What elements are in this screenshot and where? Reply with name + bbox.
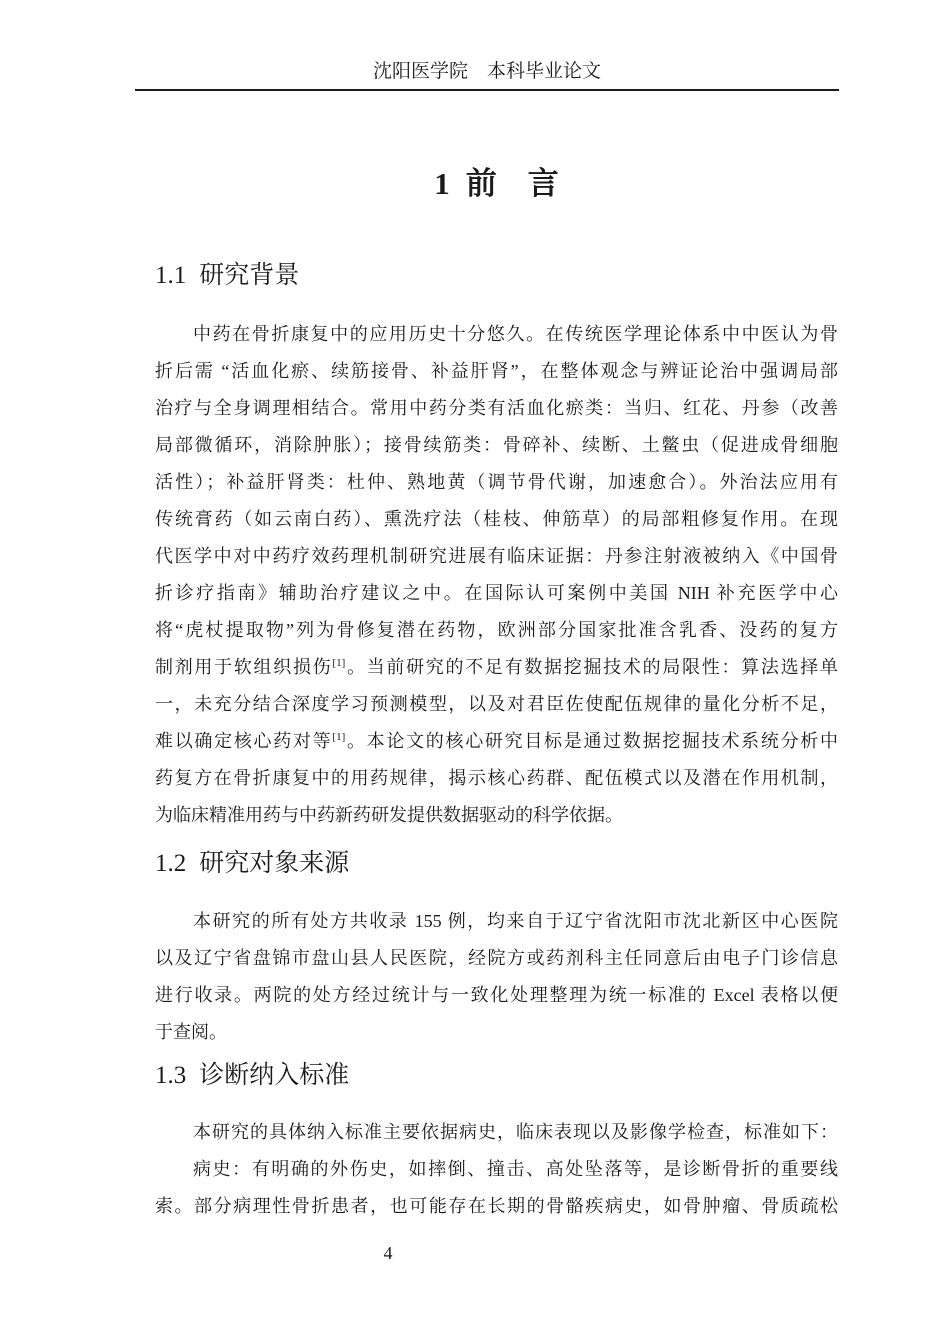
text-segment: 折后需 “活血化瘀、续筋接骨、补益肝肾”，在整体观念与辨证论治中强调局部 [155,361,838,381]
text-segment: 折诊疗指南》辅助治疗建议之中。在国际认可案例中美国 NIH 补充医学中心 [155,583,838,603]
text-line [155,686,838,723]
text-segment: 。当前研究的不足有数据挖掘技术的局限性：算法选择单 [345,657,839,677]
text-line [155,575,838,612]
section-heading-text: 诊断纳入标准 [199,1062,350,1089]
section-number: 1.3 [155,1062,187,1089]
section-heading-text: 研究对象来源 [199,850,350,877]
text-line [155,760,838,797]
text-segment: 以及辽宁省盘锦市盘山县人民医院，经院方或药剂科主任同意后由电子门诊信息 [155,948,838,968]
text-line [155,612,838,649]
text-line [155,940,838,977]
text-segment: 药复方在骨折康复中的用药规律，揭示核心药群、配伍模式以及潜在作用机制， [155,768,838,788]
section-heading-1-1 [155,258,299,294]
section-heading-1-3 [155,1058,349,1094]
chapter-title [155,164,838,204]
section-heading-text: 研究背景 [199,262,300,289]
text-line [155,427,838,464]
text-line [155,1151,838,1188]
text-line [155,649,838,686]
text-segment: 局部微循环，消除肿胀）；接骨续筋类：骨碎补、续断、土鳖虫（促进成骨细胞 [155,435,838,455]
text-segment: 中药在骨折康复中的应用历史十分悠久。在传统医学理论体系中中医认为骨 [193,324,838,344]
text-segment: 病史：有明确的外伤史，如摔倒、撞击、高处坠落等，是诊断骨折的重要线 [193,1159,838,1179]
text-segment: 于查阅。 [155,1022,227,1042]
text-segment: 。本论文的核心研究目标是通过数据挖掘技术系统分析中 [345,731,839,751]
text-line [155,353,838,390]
paragraph-inclusion-criteria-history [155,1151,838,1225]
text-segment: 难以确定核心药对等 [155,731,333,751]
text-line [155,1014,838,1051]
text-line [155,316,838,353]
text-line [155,1114,838,1151]
text-segment: 活性）；补益肝肾类：杜仲、熟地黄（调节骨代谢，加速愈合）。外治法应用有 [155,472,838,492]
paragraph-data-source [155,903,838,1051]
paragraph-inclusion-criteria-intro [155,1114,838,1151]
text-segment: 治疗与全身调理相结合。常用中药分类有活血化瘀类：当归、红花、丹参（改善 [155,398,838,418]
section-heading-1-2 [155,846,349,882]
text-segment: 一，未充分结合深度学习预测模型，以及对君臣佐使配伍规律的量化分析不足， [155,694,838,714]
page-header [135,56,839,91]
text-line [155,501,838,538]
text-line [155,903,838,940]
text-segment: 代医学中对中药疗效药理机制研究进展有临床证据：丹参注射液被纳入《中国骨 [155,546,838,566]
text-line [155,977,838,1014]
text-line [155,1188,838,1225]
paragraph-research-background [155,316,838,834]
page-number: 4 [383,1243,393,1263]
chapter-number: 1 [434,166,450,201]
section-number: 1.2 [155,850,187,877]
text-segment: 将“虎杖提取物”列为骨修复潜在药物，欧洲部分国家批准含乳香、没药的复方 [155,620,838,640]
text-segment: 进行收录。两院的处方经过统计与一致化处理整理为统一标准的 Excel 表格以便 [155,985,838,1005]
text-segment: 为临床精准用药与中药新药研发提供数据驱动的科学依据。 [155,805,623,825]
text-segment: 传统膏药（如云南白药）、熏洗疗法（桂枝、伸筋草）的局部粗修复作用。在现 [155,509,838,529]
text-line [155,797,838,834]
chapter-title-text: 前 言 [465,166,559,201]
header-title: 沈阳医学院 本科毕业论文 [372,61,601,82]
text-line [155,538,838,575]
text-line [155,464,838,501]
text-segment: 本研究的具体纳入标准主要依据病史，临床表现以及影像学检查，标准如下： [193,1122,838,1142]
text-segment: 索。部分病理性骨折患者，也可能存在长期的骨骼疾病史，如骨肿瘤、骨质疏松 [155,1196,838,1216]
section-number: 1.1 [155,262,187,289]
text-line [155,390,838,427]
citation-marker: [1] [332,657,346,669]
text-segment: 本研究的所有处方共收录 155 例，均来自于辽宁省沈阳市沈北新区中心医院 [193,911,838,931]
text-segment: 制剂用于软组织损伤 [155,657,333,677]
citation-marker: [1] [332,731,346,743]
text-line [155,723,838,760]
